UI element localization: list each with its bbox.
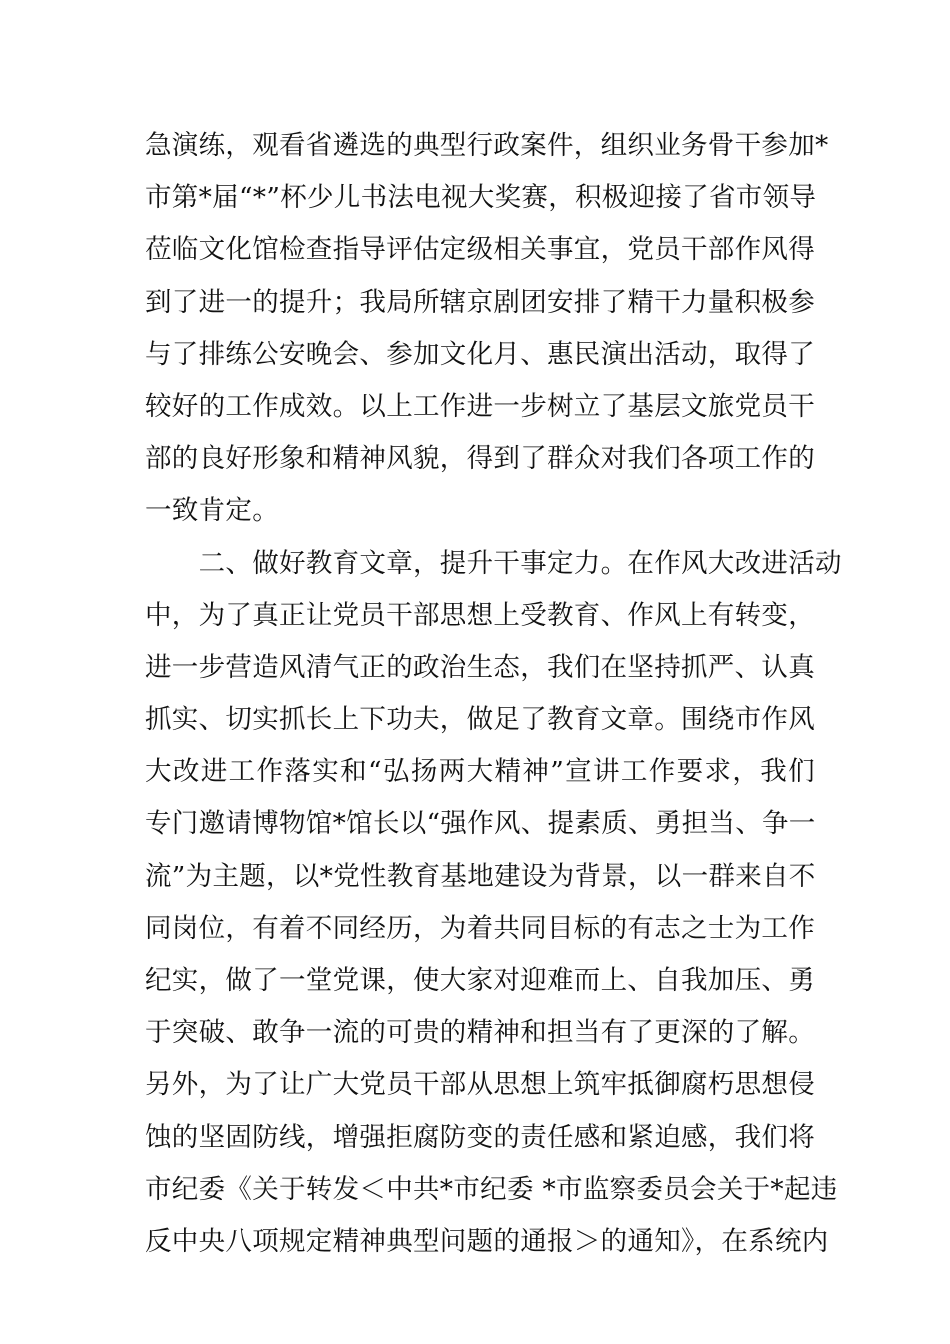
- text-line: 中，为了真正让党员干部思想上受教育、作风上有转变，: [145, 599, 815, 631]
- body-text: [145, 120, 842, 1268]
- text-line: 急演练，观看省遴选的典型行政案件，组织业务骨干参加*: [145, 130, 829, 161]
- text-line: 大改进工作落实和“弘扬两大精神”宣讲工作要求，我们: [145, 756, 815, 788]
- text-line: 流”为主题，以*党性教育基地建设为背景，以一群来自不: [145, 860, 816, 892]
- text-line: 市纪委《关于转发＜中共*市纪委 *市监察委员会关于*起违: [145, 1173, 838, 1205]
- text-line: 于突破、敢争一流的可贵的精神和担当有了更深的了解。: [145, 1017, 815, 1049]
- text-line: 纪实，做了一堂党课，使大家对迎难而上、自我加压、勇: [145, 965, 815, 996]
- text-line: 到了进一的提升；我局所辖京剧团安排了精干力量积极参: [145, 286, 815, 318]
- text-line: 与了排练公安晚会、参加文化月、惠民演出活动，取得了: [145, 338, 815, 370]
- text-line: 部的良好形象和精神风貌，得到了群众对我们各项工作的: [145, 443, 815, 475]
- text-line: 蚀的坚固防线，增强拒腐防变的责任感和紧迫感，我们将: [145, 1121, 815, 1153]
- text-line: 较好的工作成效。以上工作进一步树立了基层文旅党员干: [145, 390, 815, 422]
- text-line: 反中央八项规定精神典型问题的通报＞的通知》，在系统内: [145, 1225, 829, 1257]
- text-line: 抓实、切实抓长上下功夫，做足了教育文章。围绕市作风: [145, 704, 815, 736]
- text-line: 专门邀请博物馆*馆长以“强作风、提素质、勇担当、争一: [145, 808, 816, 840]
- paragraph-end-line: 一致肯定。: [145, 495, 279, 527]
- section-heading-line: 二、做好教育文章，提升干事定力。在作风大改进活动: [145, 547, 842, 579]
- text-line: 市第*届“*”杯少儿书法电视大奖赛，积极迎接了省市领导: [145, 182, 817, 214]
- text-line: 进一步营造风清气正的政治生态，我们在坚持抓严、认真: [145, 651, 815, 683]
- text-line: 莅临文化馆检查指导评估定级相关事宜，党员干部作风得: [145, 234, 815, 266]
- text-line: 同岗位，有着不同经历，为着共同目标的有志之士为工作: [145, 912, 815, 944]
- text-line: 另外，为了让广大党员干部从思想上筑牢抵御腐朽思想侵: [145, 1069, 815, 1101]
